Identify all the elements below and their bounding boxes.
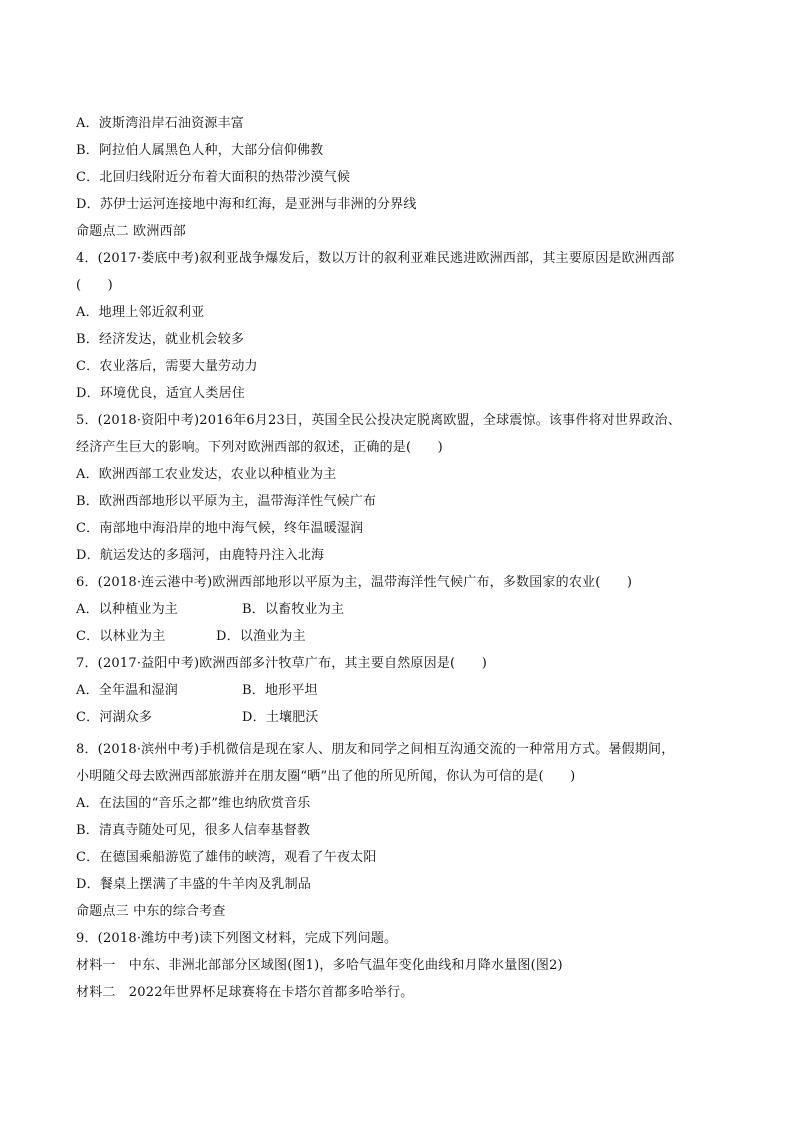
q8-option-c: C．在德国乘船游览了雄伟的峡湾，观看了午夜太阳: [76, 850, 377, 865]
q4-option-d: D．环境优良，适宜人类居住: [76, 386, 246, 401]
question-5-cont: 经济产生巨大的影响。下列对欧洲西部的叙述，正确的是( ): [76, 440, 443, 455]
question-5: 5．(2018·资阳中考)2016年6月23日，英国全民公投决定脱离欧盟，全球震惊。该事件将对世界政治、: [76, 413, 681, 428]
question-6: 6．(2018·连云港中考)欧洲西部地形以平原为主，温带海洋性气候广布，多数国家的农业( ): [76, 575, 633, 590]
q5-option-c: C．南部地中海沿岸的地中海气候，终年温暖湿润: [76, 521, 364, 536]
question-9: 9．(2018·潍坊中考)读下列图文材料，完成下列问题。: [76, 931, 398, 946]
q8-option-a: A．在法国的“音乐之都”维也纳欣赏音乐: [76, 796, 311, 811]
q3-option-d: D．苏伊士运河连接地中海和红海，是亚洲与非洲的分界线: [76, 197, 417, 212]
q6-option-c: C．以林业为主: [76, 629, 166, 644]
q7-option-b: B．地形平坦: [242, 683, 318, 698]
q3-option-b: B．阿拉伯人属黑色人种，大部分信仰佛教: [76, 143, 324, 158]
q7-option-d: D．土壤肥沃: [242, 710, 319, 725]
q7-option-a: A．全年温和湿润: [76, 683, 178, 698]
q4-option-c: C．农业落后，需要大量劳动力: [76, 359, 258, 374]
section-heading-3: 命题点三 中东的综合考查: [76, 904, 226, 919]
q5-option-a: A．欧洲西部工农业发达，农业以种植业为主: [76, 467, 337, 482]
q3-option-a: A．波斯湾沿岸石油资源丰富: [76, 116, 244, 131]
question-8: 8．(2018·滨州中考)手机微信是现在家人、朋友和同学之间相互沟通交流的一种常用方式。暑假期间，: [76, 742, 675, 757]
material-2: 材料二 2022年世界杯足球赛将在卡塔尔首都多哈举行。: [76, 985, 414, 1000]
question-8-cont: 小明随父母去欧洲西部旅游并在朋友圈“晒”出了他的所见所闻，你认为可信的是( ): [76, 769, 576, 784]
q7-option-c: C．河湖众多: [76, 710, 153, 725]
q8-option-b: B．清真寺随处可见，很多人信奉基督教: [76, 823, 311, 838]
q3-option-c: C．北回归线附近分布着大面积的热带沙漠气候: [76, 170, 351, 185]
section-heading-2: 命题点二 欧洲西部: [76, 224, 186, 239]
q4-option-a: A．地理上邻近叙利亚: [76, 305, 205, 320]
question-4-blank: ( ): [76, 278, 113, 293]
q4-option-b: B．经济发达，就业机会较多: [76, 332, 245, 347]
q6-option-d: D．以渔业为主: [216, 629, 306, 644]
material-1: 材料一 中东、非洲北部部分区域图(图1)，多哈气温年变化曲线和月降水量图(图2): [76, 958, 563, 973]
q5-option-d: D．航运发达的多瑙河，由鹿特丹注入北海: [76, 548, 325, 563]
question-7: 7．(2017·益阳中考)欧洲西部多汁牧草广布，其主要自然原因是( ): [76, 656, 487, 671]
q8-option-d: D．餐桌上摆满了丰盛的牛羊肉及乳制品: [76, 877, 312, 892]
q5-option-b: B．欧洲西部地形以平原为主，温带海洋性气候广布: [76, 494, 377, 509]
question-4: 4．(2017·娄底中考)叙利亚战争爆发后，数以万计的叙利亚难民逃进欧洲西部，其主要原因是欧洲西部: [76, 251, 675, 266]
q6-option-b: B．以畜牧业为主: [242, 602, 345, 617]
q6-option-a: A．以种植业为主: [76, 602, 178, 617]
